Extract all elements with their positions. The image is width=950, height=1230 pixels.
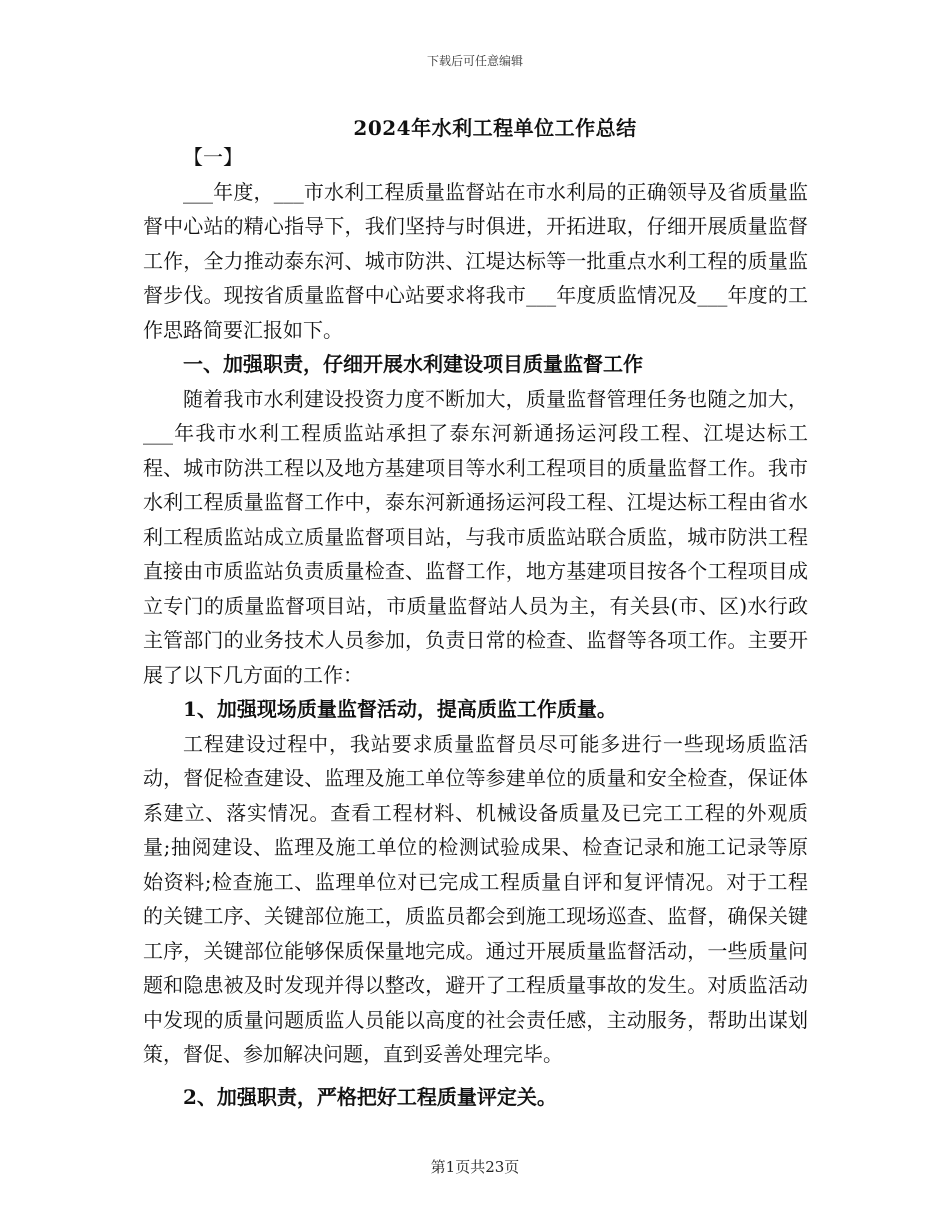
sub-heading: 2、加强职责，严格把好工程质量评定关。 — [183, 1084, 557, 1109]
document-body — [143, 140, 808, 1114]
section-marker: 【一】 — [183, 145, 243, 169]
section-heading: 一、加强职责，仔细开展水利建设项目质量监督工作 — [183, 352, 643, 376]
body-paragraph: 工程建设过程中，我站要求质量监督员尽可能多进行一些现场质监活动，督促检查建设、监理及施工单位等参建单位的质量和安全检查，保证体系建立、落实情况。查看工程材料、机械设备质量及已完工工程的外观质量;抽阅建设、监理及施工单位的检测试验成果、检查记录和施工记录等原始资料;检查施工、监理单位对已完成工程质量自评和复评情况。对于工程的关键工序、关键部位施工，质监员都会到施工现场巡查、监督，确保关键工序，关键部位能够保质保量地完成。通过开展质量监督活动，一些质量问题和隐患被及时发现并得以整改，避开了工程质量事故的发生。对质监活动中发现的质量问题质监人员能以高度的社会责任感，主动服务，帮助出谋划策，督促、参加解决问题，直到妥善处理完毕。 — [143, 731, 808, 1066]
page-number: 第1页共23页 — [430, 1158, 520, 1176]
download-note: 下载后可任意编辑 — [426, 54, 523, 68]
document-title: 2024年水利工程单位工作总结 — [353, 116, 637, 140]
sub-heading: 1、加强现场质量监督活动，提高质监工作质量。 — [183, 697, 617, 721]
body-paragraph: ___年度，___市水利工程质量监督站在市水利局的正确领导及省质量监督中心站的精心指导下，我们坚持与时俱进，开拓进取，仔细开展质量监督工作，全力推动泰东河、城市防洪、江堤达标等一批重点水利工程的质量监督步伐。现按省质量监督中心站要求将我市___年度质监情况及___年度的工作思路简要汇报如下。 — [143, 179, 808, 342]
body-paragraph: 随着我市水利建设投资力度不断加大，质量监督管理任务也随之加大，___年我市水利工程质监站承担了泰东河新通扬运河段工程、江堤达标工程、城市防洪工程以及地方基建项目等水利工程项目的质量监督工作。我市水利工程质量监督工作中，泰东河新通扬运河段工程、江堤达标工程由省水利工程质监站成立质量监督项目站，与我市质监站联合质监，城市防洪工程直接由市质监站负责质量检查、监督工作，地方基建项目按各个工程项目成立专门的质量监督项目站，市质量监督站人员为主，有关县(市、区)水行政主管部门的业务技术人员参加，负责日常的检查、监督等各项工作。主要开展了以下几方面的工作： — [143, 386, 808, 687]
